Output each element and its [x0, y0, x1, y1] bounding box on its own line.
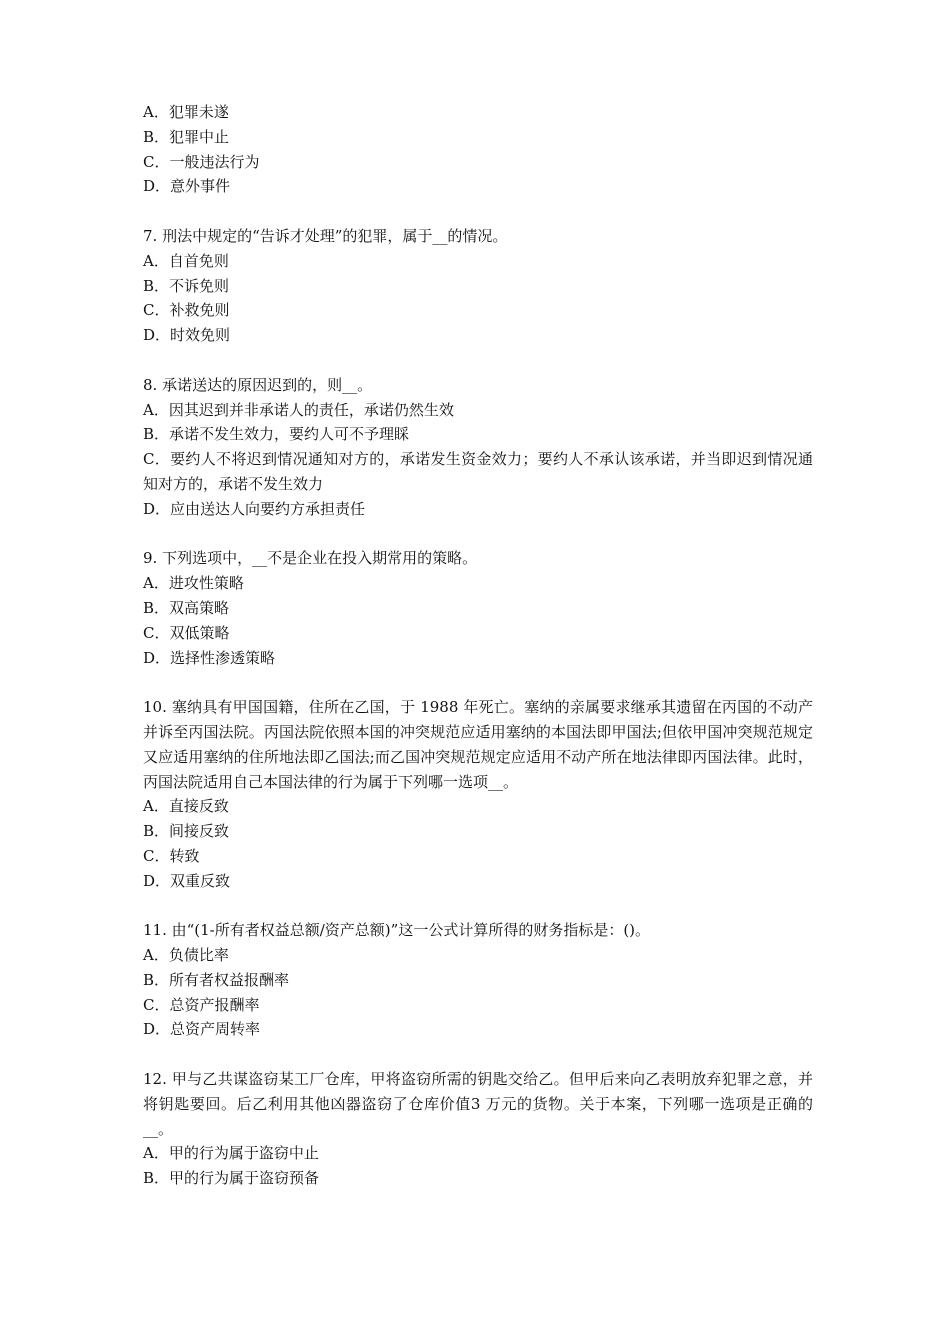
question-6-options — [143, 100, 813, 199]
option-c: C．一般违法行为 — [143, 152, 260, 171]
option-c: C．补救免则 — [143, 301, 230, 320]
option-c: C．要约人不将迟到情况通知对方的，承诺发生资金效力；要约人不承认该承诺，并当即迟到情况通知对方的，承诺不发生效力 — [143, 450, 813, 493]
question-11 — [143, 918, 813, 1042]
option-b: B．双高策略 — [143, 598, 230, 617]
question-12 — [143, 1067, 813, 1191]
question-stem: 7. 刑法中规定的“告诉才处理”的犯罪，属于__的情况。 — [143, 226, 508, 245]
option-d: D．选择性渗透策略 — [143, 648, 276, 667]
option-c: C．双低策略 — [143, 623, 230, 642]
option-d: D．意外事件 — [143, 177, 231, 196]
question-stem: 9. 下列选项中，__不是企业在投入期常用的策略。 — [143, 549, 478, 568]
option-a: A．进攻性策略 — [143, 574, 244, 593]
question-stem: 11. 由“(1-所有者权益总额/资产总额)”这一公式计算所得的财务指标是：()。 — [143, 921, 651, 940]
option-a: A．自首免则 — [143, 251, 229, 270]
option-b: B．不诉免则 — [143, 276, 230, 295]
question-7 — [143, 224, 813, 348]
option-a: A．甲的行为属于盗窃中止 — [143, 1144, 319, 1163]
option-b: B．间接反致 — [143, 822, 230, 841]
option-c: C．总资产报酬率 — [143, 995, 260, 1014]
option-d: D．总资产周转率 — [143, 1020, 261, 1039]
option-b: B．承诺不发生效力，要约人可不予理睬 — [143, 425, 410, 444]
option-a: A．直接反致 — [143, 797, 229, 816]
spacer — [143, 894, 813, 919]
option-b: B．甲的行为属于盗窃预备 — [143, 1169, 320, 1188]
question-10 — [143, 695, 813, 893]
spacer — [143, 1042, 813, 1067]
question-stem: 10. 塞纳具有甲国国籍，住所在乙国，于 1988 年死亡。塞纳的亲属要求继承其遗留在丙国的不动产并诉至丙国法院。丙国法院依照本国的冲突规范应适用塞纳的本国法即甲国法;但依甲国冲突规范规定又应适用塞纳的住所地法即乙国法;而乙国冲突规范规定应适用不动产所在地法律即丙国法律。此时，丙国法院适用自己本国法律的行为属于下列哪一选项__。 — [143, 698, 813, 791]
option-c: C．转致 — [143, 846, 200, 865]
spacer — [143, 348, 813, 373]
spacer — [143, 522, 813, 547]
question-stem: 8. 承诺送达的原因迟到的，则__。 — [143, 375, 373, 394]
spacer — [143, 199, 813, 224]
option-d: D．时效免则 — [143, 326, 231, 345]
option-a: A．负债比率 — [143, 946, 229, 965]
option-a: A．因其迟到并非承诺人的责任，承诺仍然生效 — [143, 400, 454, 419]
option-b: B．犯罪中止 — [143, 127, 230, 146]
document-body — [143, 100, 813, 1191]
option-d: D．应由送达人向要约方承担责任 — [143, 499, 366, 518]
question-stem: 12. 甲与乙共谋盗窃某工厂仓库，甲将盗窃所需的钥匙交给乙。但甲后来向乙表明放弃犯罪之意，并将钥匙要回。后乙利用其他凶器盗窃了仓库价值3 万元的货物。关于本案，下列哪一选项是正确的__。 — [143, 1070, 813, 1138]
question-9 — [143, 546, 813, 670]
spacer — [143, 670, 813, 695]
option-d: D．双重反致 — [143, 871, 231, 890]
question-8 — [143, 373, 813, 522]
option-b: B．所有者权益报酬率 — [143, 970, 290, 989]
option-a: A．犯罪未遂 — [143, 103, 229, 121]
